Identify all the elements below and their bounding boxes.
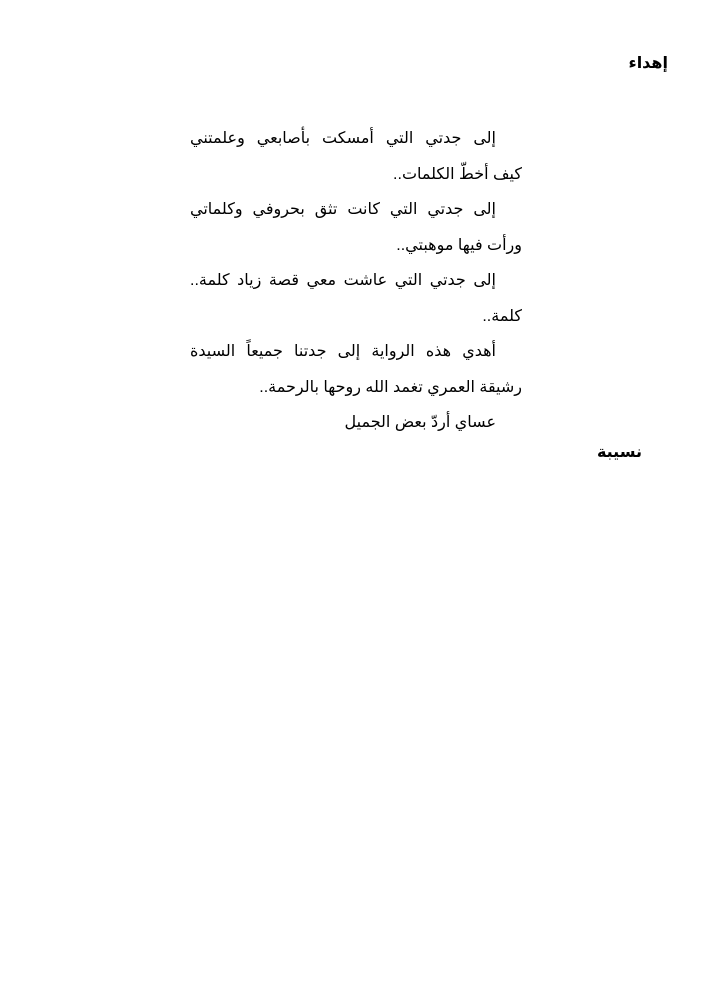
dedication-heading: إهداء — [628, 55, 668, 72]
paragraph-4-line-2: رشيقة العمري تغمد الله روحها بالرحمة.. — [259, 378, 522, 396]
paragraph-3-line-2: كلمة.. — [482, 307, 522, 325]
author-signature: نسيبة — [596, 444, 642, 461]
paragraph-3-line-1: إلى جدتي التي عاشت معي قصة زياد كلمة.. — [190, 272, 496, 289]
paragraph-4-line-1: أهدي هذه الرواية إلى جدتنا جميعاً السيدة — [190, 343, 496, 360]
closing-line: عساي أردّ بعض الجميل — [344, 414, 496, 431]
dedication-text — [190, 121, 522, 441]
paragraph-2-line-1: إلى جدتي التي كانت تثق بحروفي وكلماتي — [190, 201, 496, 218]
paragraph-2-line-2: ورأت فيها موهبتي.. — [396, 236, 522, 254]
paragraph-1-line-1: إلى جدتي التي أمسكت بأصابعي وعلمتني — [190, 130, 496, 147]
paragraph-1-line-2: كيف أخطّ الكلمات.. — [393, 165, 522, 183]
